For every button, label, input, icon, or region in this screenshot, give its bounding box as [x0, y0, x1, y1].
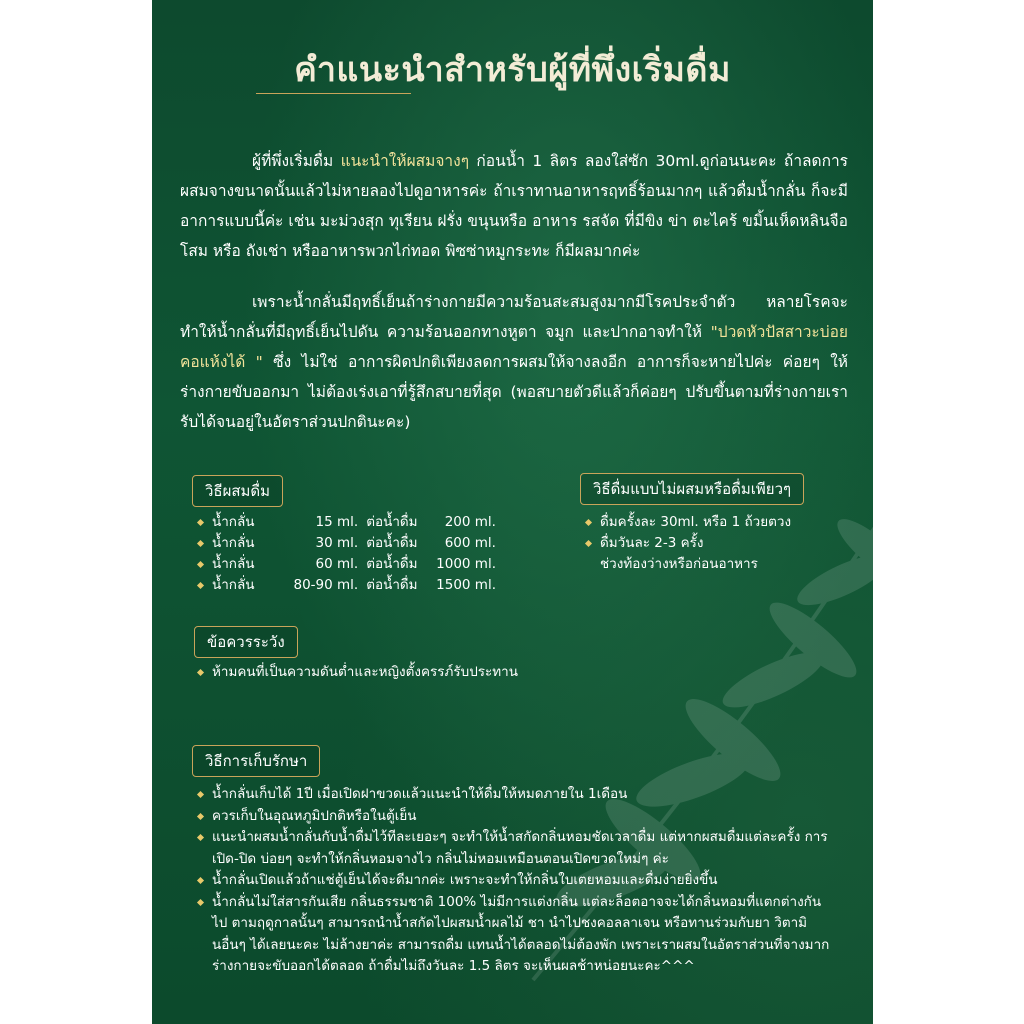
mix-amount: 30 ml.	[315, 535, 359, 551]
mix-per: ต่อน้ำดื่ม	[366, 556, 418, 572]
mix-water: 1500 ml.	[436, 577, 496, 593]
diamond-bullet-icon	[197, 561, 204, 568]
list-item-text: ห้ามคนที่เป็นความดันต่ำและหญิงตั้งครรภ์รับประทาน	[212, 664, 518, 680]
mix-water: 1000 ml.	[436, 556, 496, 572]
diamond-bullet-icon	[585, 519, 592, 526]
poster	[152, 0, 873, 1024]
list-item	[196, 533, 496, 554]
list-item-text: ช่วงท้องว่างหรือก่อนอาหาร	[600, 556, 758, 572]
mix-water: 200 ml.	[444, 514, 496, 530]
list-item	[196, 554, 496, 575]
list-item-text: ควรเก็บในอุณหภูมิปกติหรือในตู้เย็น	[212, 807, 417, 824]
list-item	[196, 575, 496, 596]
list-item	[196, 662, 696, 683]
list-item	[196, 892, 836, 978]
mix-list	[196, 512, 496, 596]
mix-item: น้ำกลั่น	[212, 535, 255, 551]
list-item	[584, 533, 844, 554]
diamond-bullet-icon	[197, 877, 204, 884]
mix-amount: 15 ml.	[315, 514, 359, 530]
storage-heading: วิธีการเก็บรักษา	[192, 745, 320, 777]
list-item-text: น้ำกลั่นไม่ใส่สารกันเสีย กลิ่นธรรมชาติ 100% ไม่มีการแต่งกลิ่น แต่ละล็อตอาจจะได้กลิ่นหอมที่แตกต่างกันไป ตามฤดูกาลนั้นๆ สามารถนำน้ำสกัดไปผสมน้ำผลไม้ ชา นำไปชงคอลลาเจน หรือทานร่วมกับยา วิตามินอื่นๆ ได้เลยนะคะ ไม่ล้างยาค่ะ สามารถดื่ม แทนน้ำได้ตลอดไม่ต้องพัก เพราะเราผสมในอัตราส่วนที่จางมากร่างกายจะขับออกได้ตลอด ถ้าดื่มไม่ถึงวันละ 1.5 ลิตร จะเห็นผลช้าหน่อยนะคะ^^^	[212, 893, 830, 974]
list-item-note	[584, 554, 844, 575]
diamond-bullet-icon	[197, 582, 204, 589]
diamond-bullet-icon	[197, 519, 204, 526]
intro-paragraph-1	[180, 146, 848, 266]
mix-heading: วิธีผสมดื่ม	[192, 475, 283, 507]
list-item-text: ดื่มครั้งละ 30ml. หรือ 1 ถ้วยตวง	[600, 514, 792, 530]
mix-water: 600 ml.	[444, 535, 496, 551]
intro-highlight: แนะนำให้ผสมจางๆ	[340, 152, 470, 170]
list-item-text: น้ำกลั่นเปิดแล้วถ้าแช่ตู้เย็นได้จะดีมากค่ะ เพราะจะทำให้กลิ่นใบเตยหอมและดื่มง่ายยิ่งขึ้น	[212, 872, 718, 888]
mix-item: น้ำกลั่น	[212, 577, 255, 593]
intro-paragraph-2	[180, 287, 848, 437]
caution-list	[196, 662, 696, 683]
mix-per: ต่อน้ำดื่ม	[366, 577, 418, 593]
intro-highlight: "ปวดหัวปัสสาวะบ่อยคอแห้งได้ "	[180, 323, 848, 371]
diamond-bullet-icon	[585, 540, 592, 547]
diamond-bullet-icon	[197, 540, 204, 547]
intro-text: ผู้ที่พึ่งเริ่มดื่ม	[252, 152, 341, 170]
mix-per: ต่อน้ำดื่ม	[366, 535, 418, 551]
title-underline-divider	[256, 93, 411, 94]
list-item	[196, 827, 836, 870]
list-item	[196, 806, 836, 828]
caution-heading: ข้อควรระวัง	[194, 626, 298, 658]
diamond-bullet-icon	[197, 812, 204, 819]
mix-item: น้ำกลั่น	[212, 556, 255, 572]
straight-list	[584, 512, 844, 575]
mix-per: ต่อน้ำดื่ม	[366, 514, 418, 530]
intro-text: เพราะน้ำกลั่นมีฤทธิ์เย็นถ้าร่างกายมีความร้อนสะสมสูงมากมีโรคประจำตัว หลายโรคจะทำให้น้ำกลั่นที่มีฤทธิ์เย็นไปดัน ความร้อนออกทางหูตา จมูก และปากอาจทำให้	[180, 293, 848, 341]
page-title: คำแนะนำสำหรับผู้ที่พึ่งเริ่มดื่ม	[294, 50, 731, 90]
straight-heading: วิธีดื่มแบบไม่ผสมหรือดื่มเพียวๆ	[580, 473, 804, 505]
intro-text: ซึ่ง ไม่ใช่ อาการผิดปกติเพียงลดการผสมให้จางลงอีก อาการก็จะหายไปค่ะ ค่อยๆ ให้ร่างกายขับออกมา ไม่ต้องเร่งเอาที่รู้สึกสบายที่สุด (พอสบายตัวดีแล้วก็ค่อยๆ ปรับขึ้นตามที่ร่างกายเรารับได้จนอยู่ในอัตราส่วนปกตินะคะ)	[180, 353, 849, 431]
list-item	[196, 870, 836, 892]
list-item-text: ดื่มวันละ 2-3 ครั้ง	[600, 535, 704, 551]
list-item-text: แนะนำผสมน้ำกลั่นกับน้ำดื่มไว้ทีละเยอะๆ จะทำให้น้ำสกัดกลิ่นหอมชัดเวลาดื่ม แต่หากผสมดื่มแต่ละครั้ง การเปิด-ปิด บ่อยๆ จะทำให้กลิ่นหอมจางไว กลิ่นไม่หอมเหมือนตอนเปิดขวดใหม่ๆ ค่ะ	[212, 829, 828, 867]
list-item	[196, 784, 836, 806]
list-item-text: น้ำกลั่นเก็บได้ 1ปี เมื่อเปิดฝาขวดแล้วแนะนำให้ดื่มให้หมดภายใน 1เดือน	[212, 786, 628, 802]
mix-item: น้ำกลั่น	[212, 514, 255, 530]
mix-amount: 60 ml.	[315, 556, 359, 572]
diamond-bullet-icon	[197, 898, 204, 905]
diamond-bullet-icon	[197, 791, 204, 798]
intro-text: ก่อนน้ำ 1 ลิตร ลองใส่ซัก 30ml.ดูก่อนนะคะ ถ้าลดการผสมจางขนาดนั้นแล้วไม่หายลองไปดูอาหารค่ะ ถ้าเราทานอาหารฤทธิ์ร้อนมากๆ แล้วดื่มน้ำกลั่น ก็จะมีอาการแบบนี้ค่ะ เช่น มะม่วงสุก ทุเรียน ฝรั่ง ขนุนหรือ อาหาร รสจัด ที่มีขิง ข่า ตะไคร้ ขมิ้นเห็ดหลินจือ โสม หรือ ถังเช่า หรืออาหารพวกไก่ทอด พิซซ่าหมูกระทะ ก็มีผลมากค่ะ	[180, 152, 848, 260]
diamond-bullet-icon	[197, 834, 204, 841]
mix-amount: 80-90 ml.	[293, 577, 359, 593]
list-item	[584, 512, 844, 533]
list-item	[196, 512, 496, 533]
diamond-bullet-icon	[197, 669, 204, 676]
storage-list	[196, 784, 836, 978]
